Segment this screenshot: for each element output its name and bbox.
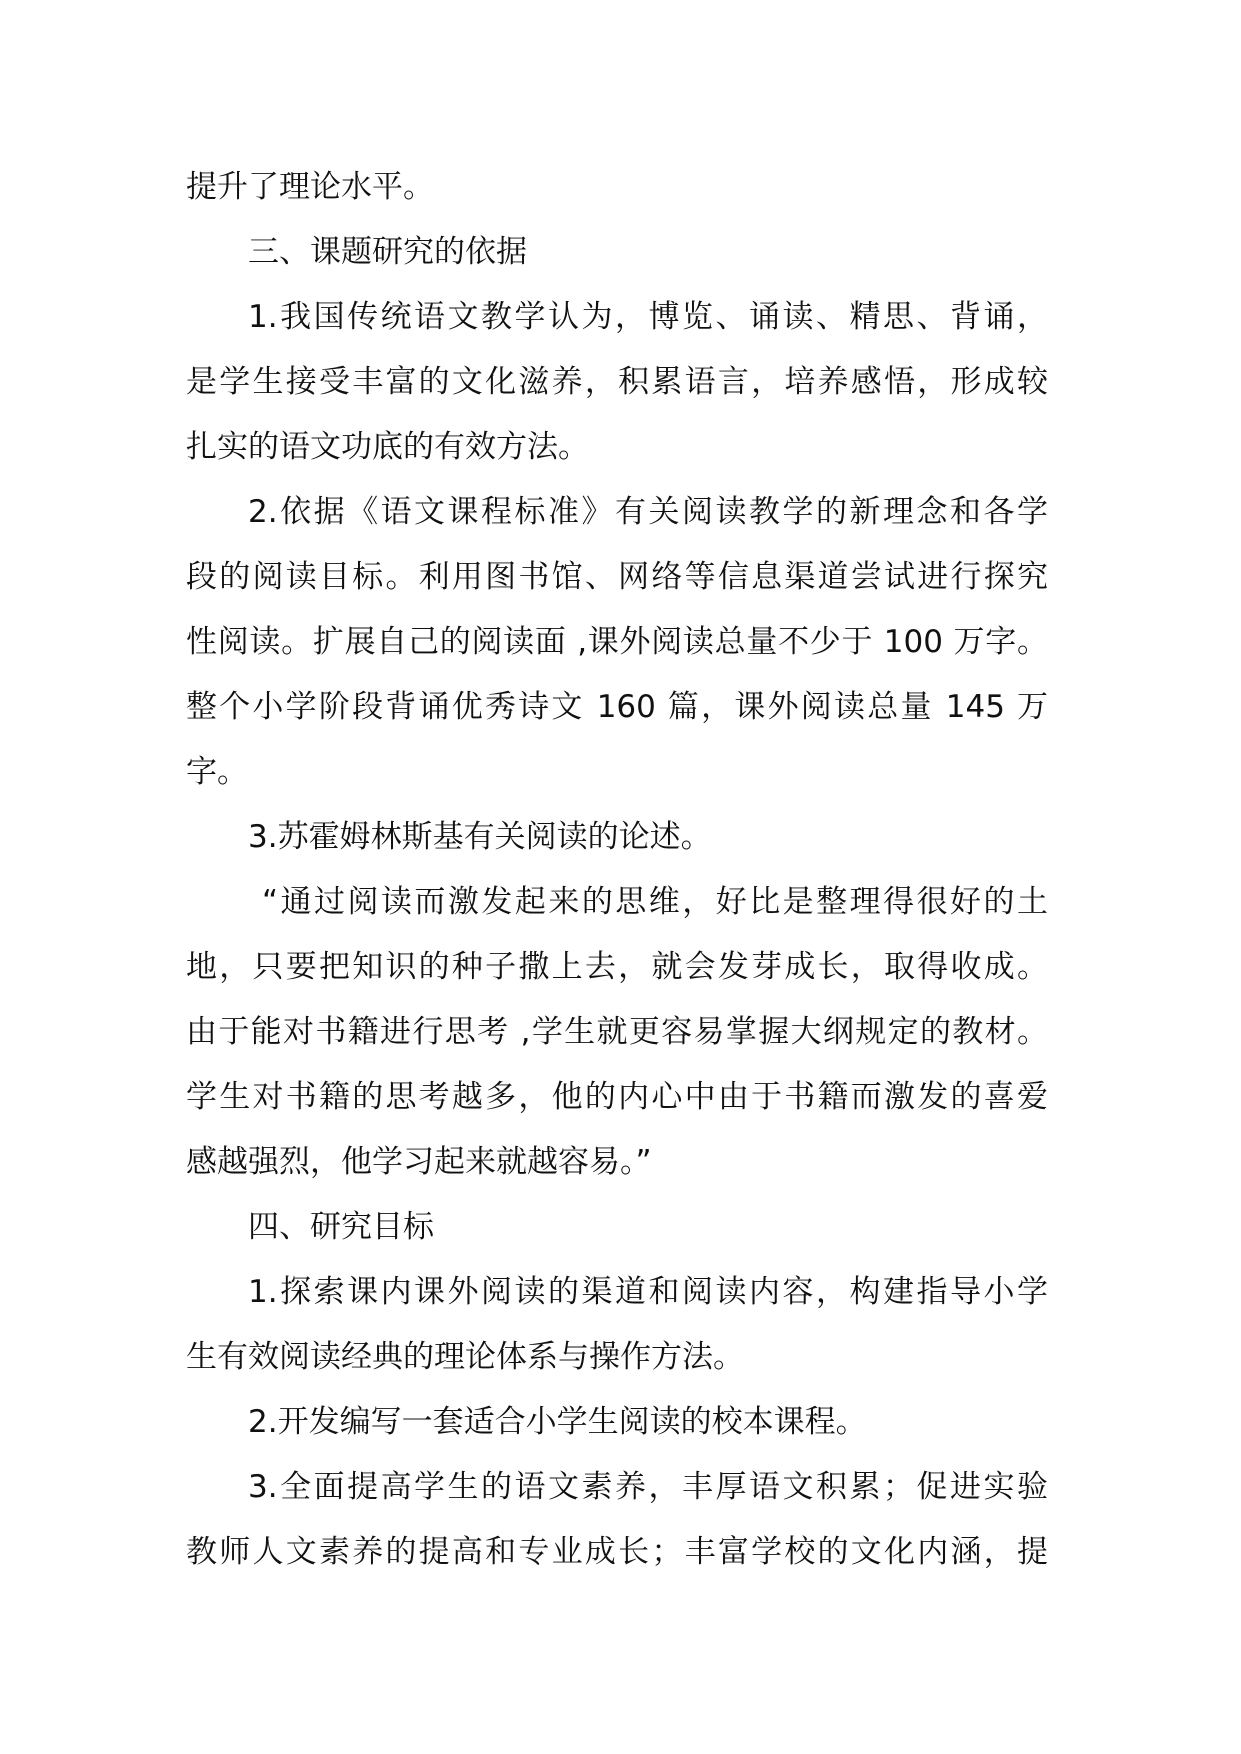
text-line: 字。 xyxy=(186,754,248,790)
document-body xyxy=(186,155,1048,1585)
section-heading xyxy=(186,220,1048,285)
text-line: 3.全面提高学生的语文素养，丰厚语文积累；促进实验 xyxy=(248,1469,1048,1505)
quotation-paragraph xyxy=(186,870,1048,1195)
text-line: 2.开发编写一套适合小学生阅读的校本课程。 xyxy=(248,1404,867,1440)
numbered-paragraph xyxy=(186,1260,1048,1390)
numbered-paragraph xyxy=(186,480,1048,805)
text-line: 1.探索课内课外阅读的渠道和阅读内容，构建指导小学 xyxy=(248,1274,1048,1310)
text-line: 地，只要把知识的种子撒上去，就会发芽成长，取得收成。 xyxy=(186,949,1048,985)
section-heading xyxy=(186,1195,1048,1260)
body-paragraph xyxy=(186,155,1048,220)
text-line: 是学生接受丰富的文化滋养，积累语言，培养感悟，形成较 xyxy=(186,364,1048,400)
text-line: 教师人文素养的提高和专业成长；丰富学校的文化内涵，提 xyxy=(186,1534,1048,1570)
text-line: 1.我国传统语文教学认为，博览、诵读、精思、背诵， xyxy=(248,299,1048,335)
numbered-paragraph xyxy=(186,805,1048,870)
text-line: 提升了理论水平。 xyxy=(186,169,434,205)
numbered-paragraph xyxy=(186,285,1048,480)
text-line: 性阅读。扩展自己的阅读面 ,课外阅读总量不少于 100 万字。 xyxy=(186,624,1048,660)
text-line: 学生对书籍的思考越多，他的内心中由于书籍而激发的喜爱 xyxy=(186,1079,1048,1115)
numbered-paragraph xyxy=(186,1455,1048,1585)
text-line: 由于能对书籍进行思考 ,学生就更容易掌握大纲规定的教材。 xyxy=(186,1014,1048,1050)
text-line: 扎实的语文功底的有效方法。 xyxy=(186,429,589,465)
section-heading-text: 三、课题研究的依据 xyxy=(248,234,527,270)
text-line: 感越强烈，他学习起来就越容易。” xyxy=(186,1144,652,1180)
text-line: 生有效阅读经典的理论体系与操作方法。 xyxy=(186,1339,744,1375)
text-line: 2.依据《语文课程标准》有关阅读教学的新理念和各学 xyxy=(248,494,1048,530)
text-line: “通过阅读而激发起来的思维，好比是整理得很好的土 xyxy=(262,884,1048,920)
text-line: 整个小学阶段背诵优秀诗文 160 篇，课外阅读总量 145 万 xyxy=(186,689,1048,725)
text-line: 段的阅读目标。利用图书馆、网络等信息渠道尝试进行探究 xyxy=(186,559,1048,595)
text-line: 3.苏霍姆林斯基有关阅读的论述。 xyxy=(248,819,712,855)
section-heading-text: 四、研究目标 xyxy=(248,1209,434,1245)
numbered-paragraph xyxy=(186,1390,1048,1455)
